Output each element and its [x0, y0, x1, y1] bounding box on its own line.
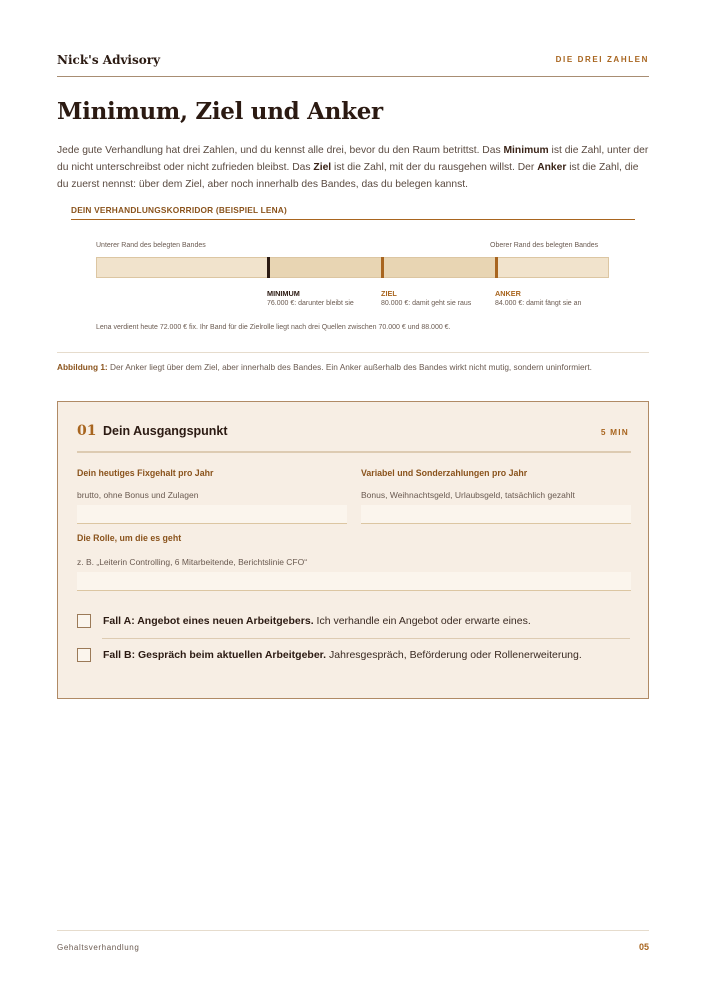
page-title: Minimum, Ziel und Anker	[57, 98, 383, 125]
minimum-label: MINIMUM	[267, 289, 300, 298]
salary-input[interactable]	[77, 505, 347, 524]
case-b-text: Jahresgespräch, Beförderung oder Rollenerweiterung.	[326, 649, 582, 661]
option-case-a[interactable]	[77, 612, 631, 632]
option-case-b[interactable]	[77, 646, 631, 666]
variable-pay-input[interactable]	[361, 505, 631, 524]
caption-text: Der Anker liegt über dem Ziel, aber innerhalb des Bandes. Ein Anker außerhalb des Bandes wirkt nicht mutig, sondern uninformiert.	[107, 362, 592, 372]
header-divider	[57, 76, 649, 77]
case-b-title: Fall B: Gespräch beim aktuellen Arbeitgeber.	[103, 649, 327, 661]
page-number: 05	[638, 942, 649, 952]
band-lower-label: Unterer Rand des belegten Bandes	[96, 242, 206, 249]
intro-text: ist die Zahl, die du zuerst nennst: über dem Ziel, aber noch innerhalb des Bandes, das du belegen kannst.	[57, 162, 639, 190]
figure-footnote: Lena verdient heute 72.000 € fix. Ihr Band für die Zielrolle liegt nach drei Quellen zwischen 70.000 € und 88.000 €.	[96, 324, 451, 331]
intro-paragraph	[57, 142, 651, 193]
ziel-marker	[381, 257, 384, 278]
case-b-checkbox[interactable]	[77, 648, 91, 662]
role-input[interactable]	[77, 572, 631, 591]
section-label: DIE DREI ZAHLEN	[555, 55, 649, 64]
salary-field-hint: brutto, ohne Bonus und Zulagen	[77, 490, 199, 500]
band-upper-label: Oberer Rand des belegten Bandes	[490, 242, 599, 249]
brand-name: Nick's Advisory	[57, 53, 161, 67]
minimum-marker	[267, 257, 270, 278]
intro-term-ziel: Ziel	[313, 162, 332, 173]
worksheet-number: 01	[77, 423, 97, 439]
variable-pay-field-hint: Bonus, Weihnachtsgeld, Urlaubsgeld, tatsächlich gezahlt	[361, 490, 575, 500]
footer-title: Gehaltsverhandlung	[57, 943, 140, 952]
worksheet-duration: 5 MIN	[600, 427, 629, 437]
salary-band	[96, 257, 609, 278]
variable-pay-field-label: Variabel und Sonderzahlungen pro Jahr	[361, 468, 528, 478]
case-a-label	[103, 615, 531, 627]
footer-divider	[57, 930, 649, 931]
case-a-checkbox[interactable]	[77, 614, 91, 628]
intro-text: ist die Zahl, unter der du nicht unterschreibst oder nicht zufrieden bleibst. Das	[57, 145, 649, 173]
figure-heading-divider	[71, 219, 635, 220]
case-a-title: Fall A: Angebot eines neuen Arbeitgebers.	[103, 615, 314, 627]
worksheet-title: Dein Ausgangspunkt	[103, 424, 228, 438]
worksheet-card	[57, 401, 649, 699]
case-a-text: Ich verhandle ein Angebot oder erwarte eines.	[313, 615, 531, 627]
minimum-description: 76.000 €: darunter bleibt sie	[267, 300, 354, 307]
role-field-hint: z. B. „Leiterin Controlling, 6 Mitarbeitende, Berichtslinie CFO“	[77, 557, 308, 567]
intro-text: ist die Zahl, mit der du rausgehen willst. Der	[331, 162, 538, 173]
role-field-label: Die Rolle, um die es geht	[77, 533, 182, 543]
figure-heading: DEIN VERHANDLUNGSKORRIDOR (BEISPIEL LENA)	[71, 205, 287, 215]
case-b-label	[103, 649, 582, 661]
option-divider	[102, 638, 630, 639]
figure-caption	[57, 361, 617, 373]
caption-label: Abbildung 1:	[57, 362, 108, 372]
ziel-label: ZIEL	[381, 289, 397, 298]
figure-divider	[57, 352, 649, 353]
anker-label: ANKER	[495, 289, 521, 298]
anker-description: 84.000 €: damit fängt sie an	[495, 300, 582, 307]
intro-term-anker: Anker	[537, 162, 567, 173]
worksheet-divider	[77, 451, 631, 453]
anker-marker	[495, 257, 498, 278]
salary-field-label: Dein heutiges Fixgehalt pro Jahr	[77, 468, 214, 478]
page-header	[57, 52, 649, 72]
intro-term-minimum: Minimum	[503, 145, 549, 156]
intro-text: Jede gute Verhandlung hat drei Zahlen, und du kennst alle drei, bevor du den Raum betrittst. Das	[57, 145, 504, 156]
ziel-description: 80.000 €: damit geht sie raus	[381, 300, 472, 307]
